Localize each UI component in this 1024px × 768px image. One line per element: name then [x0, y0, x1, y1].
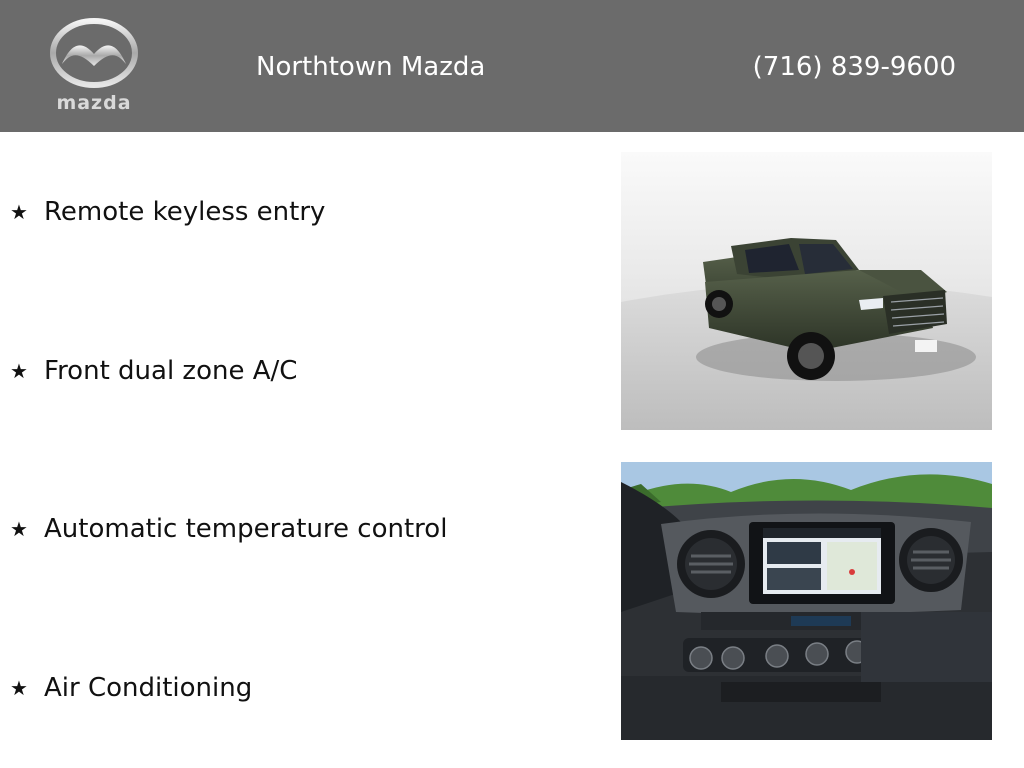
- feature-label: Automatic temperature control: [44, 514, 448, 544]
- feature-item: [10, 351, 297, 391]
- star-icon: ★: [10, 517, 28, 541]
- star-icon: ★: [10, 200, 28, 224]
- truck-dashboard-image: [621, 462, 992, 740]
- feature-label: Remote keyless entry: [44, 197, 326, 227]
- star-icon: ★: [10, 676, 28, 700]
- feature-item: [10, 509, 447, 549]
- header-bar: [0, 0, 1024, 132]
- mazda-logo[interactable]: [40, 16, 148, 116]
- mazda-wordmark: mazda: [56, 92, 132, 114]
- feature-list: [0, 132, 600, 768]
- truck-exterior-image: [621, 152, 992, 430]
- feature-item: [10, 192, 325, 232]
- dealer-phone[interactable]: (716) 839-9600: [752, 52, 956, 82]
- star-icon: ★: [10, 359, 28, 383]
- vehicle-exterior-photo[interactable]: [621, 152, 992, 430]
- feature-item: [10, 668, 252, 708]
- feature-label: Front dual zone A/C: [44, 356, 298, 386]
- vehicle-interior-photo[interactable]: [621, 462, 992, 740]
- mazda-logo-icon: [40, 16, 148, 90]
- dealer-name: Northtown Mazda: [256, 52, 486, 82]
- feature-label: Air Conditioning: [44, 673, 253, 703]
